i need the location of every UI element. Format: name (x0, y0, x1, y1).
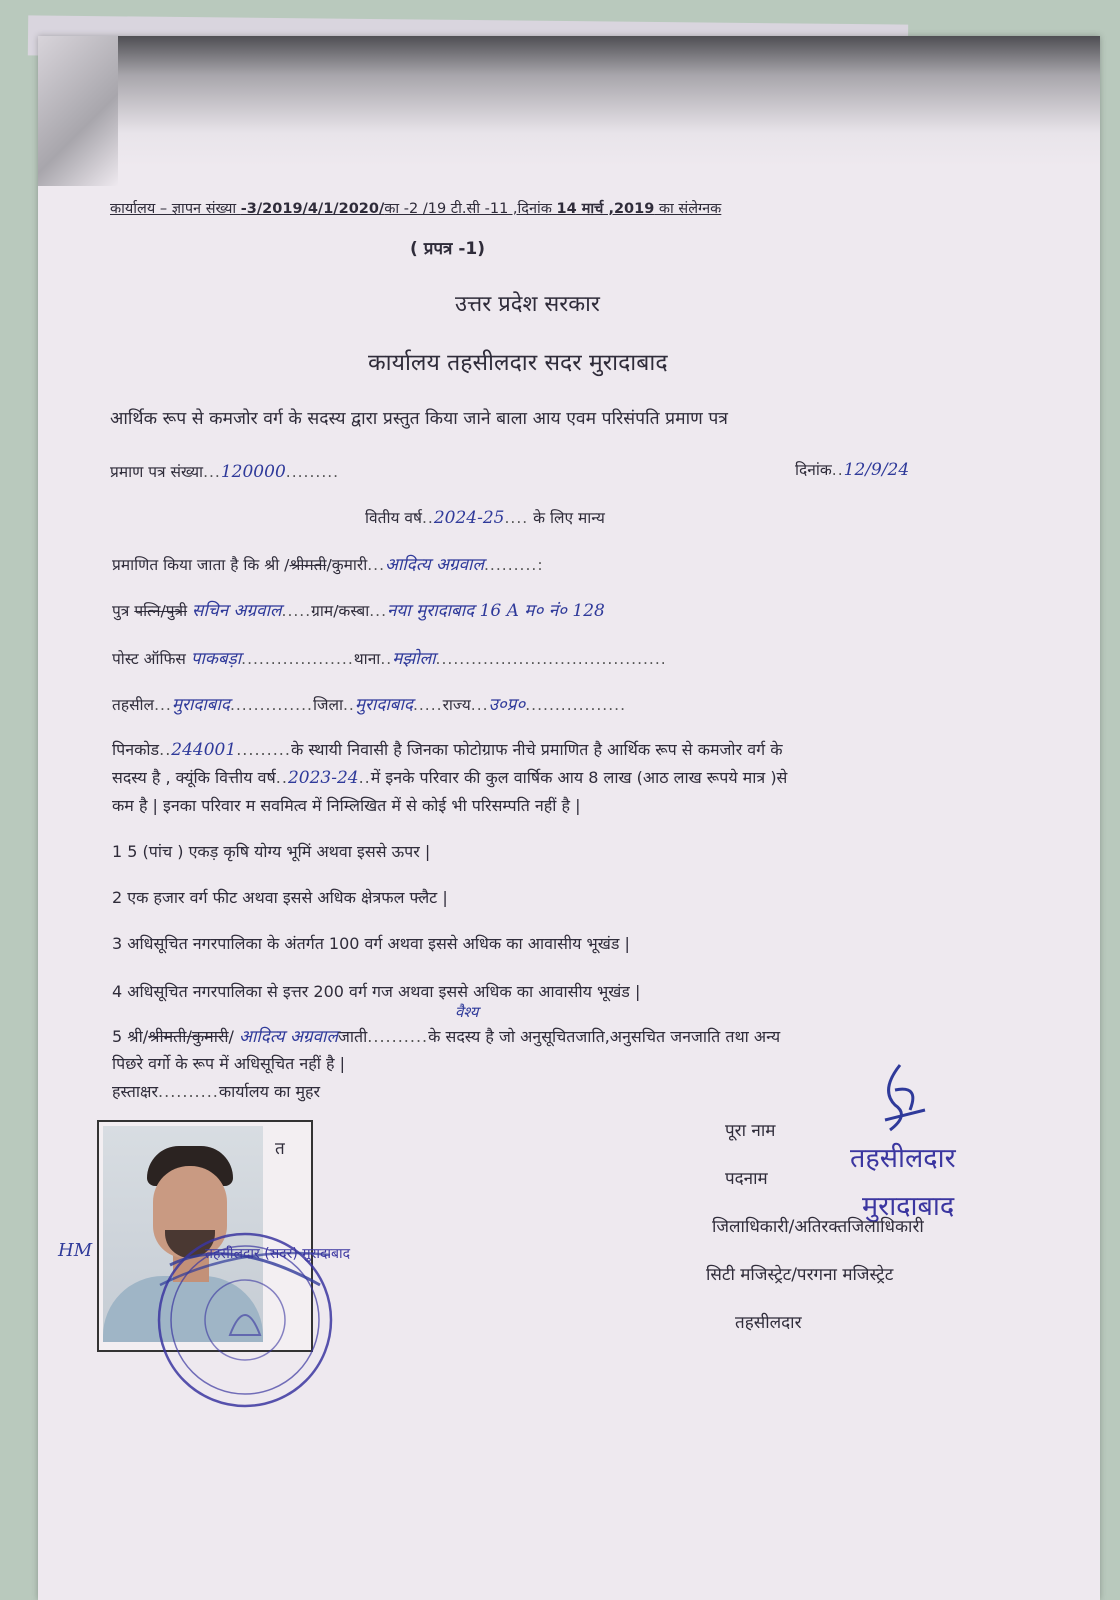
certificate-title: आर्थिक रूप से कमजोर वर्ग के सदस्य द्वारा प्रस्तुत किया जाने बाला आय एवम परिसंपति प्रमाण पत्र (110, 409, 728, 429)
financial-year-row: वितीय वर्ष..2024-25.... के लिए मान्य (365, 508, 605, 528)
official-line-1: जिलाधिकारी/अतिरक्तजिलाधिकारी (712, 1217, 924, 1237)
pincode-value: 244001 (171, 740, 237, 760)
caste-value: वैश्य (455, 1003, 479, 1021)
state-value: उ०प्र० (488, 695, 526, 715)
asset-item-3: 3 अधिसूचित नगरपालिका के अंतर्गत 100 वर्ग अथवा इससे अधिक का आवासीय भूखंड | (112, 934, 630, 953)
full-name-label: पूरा नाम (725, 1121, 776, 1141)
tehsil-value: मुरादाबाद (171, 695, 230, 715)
income-year-value: 2023-24 (287, 768, 359, 788)
father-name: सचिन अग्रवाल (192, 601, 282, 621)
corner-emblem-area (38, 36, 118, 186)
official-line-2: सिटी मजिस्ट्रेट/परगना मजिस्ट्रेट (706, 1265, 894, 1285)
financial-year-value: 2024-25 (433, 508, 505, 528)
certificate-number-value: 120000 (220, 462, 286, 482)
caste-line-2: पिछरे वर्गो के रूप में अधिसूचित नहीं है | (112, 1054, 345, 1073)
margin-note: HM (58, 1240, 93, 1261)
income-line: सदस्य है , क्यूंकि वित्तीय वर्ष..2023-24..में इनके परिवार की कुल वार्षिक आय 8 लाख (आठ लाख रूपये मात्र )से (112, 768, 788, 788)
pincode-line: पिनकोड..244001.........के स्थायी निवासी है जिनका फोटोग्राफ नीचे प्रमाणित है आर्थिक रूप से कमजोर वर्ग के (112, 740, 783, 760)
office-heading: कार्यालय तहसीलदार सदर मुरादाबाद (368, 350, 668, 376)
caste-line: 5 श्री/श्रीमती/कुमारी/ आदित्य अग्रवालजाती..........के सदस्य है जो अनुसूचितजाति,अनुसचित जनजाति तथा अन्य (112, 1027, 781, 1047)
asset-item-1: 1 5 (पांच ) एकड़ कृषि योग्य भूमिं अथवा इससे ऊपर | (112, 842, 431, 861)
district-value: मुरादाबाद (354, 695, 413, 715)
item5-name: आदित्य अग्रवाल (239, 1027, 338, 1047)
village-value: नया मुरादाबाद 16 A म० नं० 128 (387, 601, 605, 621)
assets-line: कम है | इनका परिवार म सवमित्व में निम्लिखित में से कोई भी परिसम्पति नहीं है | (112, 796, 581, 815)
seal-text: तहसीलदार (सदर) मुरादाबाद (205, 1246, 351, 1262)
officer-signature (870, 1060, 940, 1140)
post-office-row: पोस्ट ऑफिस पाकबड़ा...................थाना..मझोला....................................... (112, 649, 667, 669)
official-line-3: तहसीलदार (735, 1313, 802, 1333)
asset-item-2: 2 एक हजार वर्ग फीट अथवा इससे अधिक क्षेत्रफल फ्लैट | (112, 888, 448, 907)
thana-value: मझोला (392, 649, 436, 669)
form-number: ( प्रपत्र -1) (410, 239, 485, 259)
reference-line: कार्यालय – ज्ञापन संख्या -3/2019/4/1/2020/का -2 /19 टी.सी -11 ,दिनांक 14 मार्च ,2019 का संलेग्नक (110, 201, 722, 217)
tehsildar-stamp-line1: तहसीलदार (850, 1143, 956, 1174)
certified-name-row: प्रमाणित किया जाता है कि श्री /श्रीमती/कुमारी...आदित्य अग्रवाल.........: (112, 555, 544, 575)
photo-side-char: त (275, 1139, 285, 1159)
tehsildar-stamp-line2: मुरादाबाद (862, 1191, 955, 1222)
post-office-value: पाकबड़ा (190, 649, 242, 669)
date-row: दिनांक..12/9/24 (795, 460, 910, 480)
signature-seal-line: हस्ताक्षर..........कार्यालय का मुहर (112, 1082, 321, 1101)
tehsil-row: तहसील...मुरादाबाद..............जिला..मुरादाबाद.....राज्य...उ०प्र०................. (112, 695, 627, 715)
parent-village-row: पुत्र पत्नि/पुत्री सचिन अग्रवाल.....ग्राम/कस्बा...नया मुरादाबाद 16 A म० नं० 128 (112, 601, 605, 621)
asset-item-4: 4 अधिसूचित नगरपालिका से इत्तर 200 वर्ग गज अथवा इससे अधिक का आवासीय भूखंड | (112, 982, 641, 1001)
date-value: 12/9/24 (843, 460, 910, 480)
applicant-name: आदित्य अग्रवाल (385, 555, 484, 575)
scan-shadow (98, 36, 1100, 166)
government-heading: उत्तर प्रदेश सरकार (455, 292, 600, 317)
designation-label: पदनाम (725, 1169, 768, 1189)
certificate-number-row: प्रमाण पत्र संख्या...120000......... (110, 462, 340, 482)
